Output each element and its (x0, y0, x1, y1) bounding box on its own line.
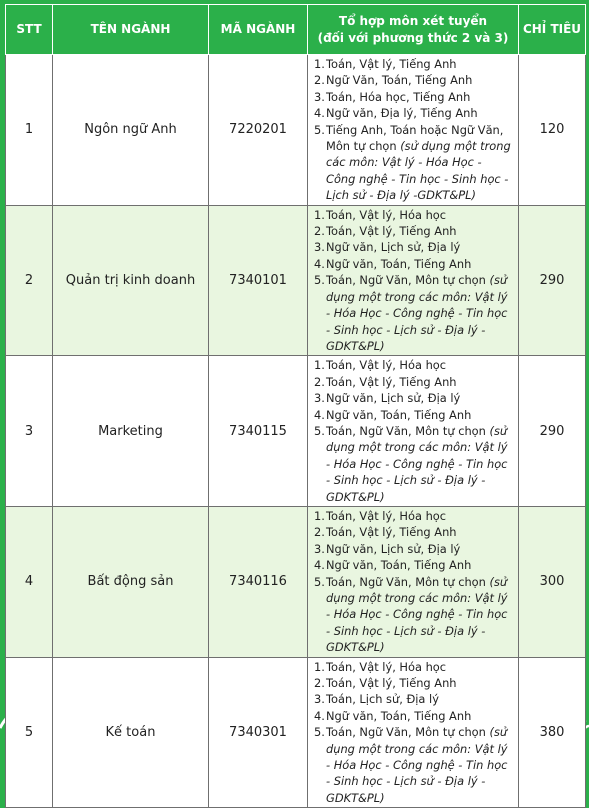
subject-combo-item (314, 691, 512, 707)
combo-number: 4. (314, 558, 325, 573)
combo-subjects: Toán, Ngữ Văn, Môn tự chọn (326, 574, 490, 589)
cell-ma-nganh: 7340115 (209, 356, 308, 507)
cell-to-hop-mon (308, 205, 519, 356)
subject-combo-item (314, 223, 512, 239)
combo-number: 5. (314, 574, 325, 589)
cell-ten-nganh: Kế toán (53, 657, 209, 808)
combo-subjects: Toán, Vật lý, Hóa học (326, 207, 447, 222)
combo-subjects: Toán, Vật lý, Tiếng Anh (326, 57, 457, 71)
subject-combo-item (314, 423, 512, 505)
cell-to-hop-mon (308, 55, 519, 206)
cell-stt: 3 (6, 356, 53, 507)
combo-number: 4. (314, 407, 325, 422)
combo-subjects: Ngữ văn, Địa lý, Tiếng Anh (326, 106, 478, 121)
combo-subjects: Ngữ văn, Lịch sử, Địa lý (326, 391, 461, 406)
combo-number: 5. (314, 725, 325, 740)
combo-number: 2. (314, 525, 325, 540)
cell-ma-nganh: 7220201 (209, 55, 308, 206)
combo-subjects: Ngữ Văn, Toán, Tiếng Anh (326, 73, 473, 88)
subject-combo-item (314, 89, 512, 105)
cell-chi-tieu: 380 (519, 657, 586, 808)
table-row (6, 506, 586, 657)
cell-ten-nganh: Ngôn ngữ Anh (53, 55, 209, 206)
cell-chi-tieu: 300 (519, 506, 586, 657)
subject-combo-item (314, 574, 512, 656)
cell-ten-nganh: Quản trị kinh doanh (53, 205, 209, 356)
subject-combo-item (314, 675, 512, 691)
combo-subjects: Toán, Ngữ Văn, Môn tự chọn (326, 725, 490, 740)
subject-combo-item (314, 72, 512, 88)
cell-ten-nganh: Marketing (53, 356, 209, 507)
combo-number: 1. (314, 508, 325, 523)
subject-combo-item (314, 239, 512, 255)
cell-stt: 5 (6, 657, 53, 808)
subject-combo-item (314, 56, 512, 72)
combo-number: 5. (314, 122, 325, 137)
subject-combo-item (314, 374, 512, 390)
subject-combo-item (314, 708, 512, 724)
cell-to-hop-mon (308, 506, 519, 657)
combo-number: 2. (314, 374, 325, 389)
cell-ten-nganh: Bất động sản (53, 506, 209, 657)
cell-ma-nganh: 7340301 (209, 657, 308, 808)
combo-subjects: Tiếng Anh, Toán hoặc Ngữ Văn, Môn tự chọn (326, 122, 504, 154)
cell-ma-nganh: 7340101 (209, 205, 308, 356)
subject-combo-item (314, 659, 512, 675)
combo-elective-note: (sử dụng một trong các môn: Vật lý - Hóa Học - Công nghệ - Tin học - Sinh học - Lịch sử - Địa lý -GDKT&PL) (326, 273, 508, 353)
subject-combo-item (314, 256, 512, 272)
combo-number: 2. (314, 224, 325, 239)
combo-elective-note: (sử dụng một trong các môn: Vật lý - Hóa Học - Công nghệ - Tin học - Sinh học - Lịch sử - Địa lý -GDKT&PL) (326, 139, 511, 203)
combo-subjects: Toán, Vật lý, Tiếng Anh (326, 374, 457, 389)
header-to-hop (308, 5, 519, 55)
header-row (6, 5, 586, 55)
combo-subjects: Toán, Vật lý, Hóa học (326, 508, 447, 523)
header-to-hop-line1: Tổ hợp môn xét tuyển (338, 13, 488, 28)
combo-number: 4. (314, 708, 325, 723)
table-row (6, 356, 586, 507)
combo-number: 2. (314, 73, 325, 88)
subject-combo-item (314, 557, 512, 573)
subject-combo-item (314, 724, 512, 806)
subject-combo-list (314, 508, 512, 656)
combo-number: 1. (314, 207, 325, 222)
cell-ma-nganh: 7340116 (209, 506, 308, 657)
table-row (6, 657, 586, 808)
combo-subjects: Toán, Vật lý, Hóa học (326, 358, 447, 373)
combo-number: 4. (314, 256, 325, 271)
header-to-hop-line2: (đối với phương thức 2 và 3) (317, 30, 509, 45)
table-row (6, 205, 586, 356)
header-stt: STT (6, 5, 53, 55)
table-body (6, 55, 586, 808)
cell-chi-tieu: 290 (519, 205, 586, 356)
combo-number: 3. (314, 89, 325, 104)
combo-subjects: Ngữ văn, Toán, Tiếng Anh (326, 708, 472, 723)
combo-elective-note: (sử dụng một trong các môn: Vật lý - Hóa Học - Công nghệ - Tin học - Sinh học - Lịch sử - Địa lý - GDKT&PL) (326, 574, 508, 655)
combo-subjects: Toán, Lịch sử, Địa lý (326, 692, 439, 707)
subject-combo-list (314, 207, 512, 355)
combo-subjects: Toán, Vật lý, Tiếng Anh (326, 224, 457, 239)
cell-stt: 2 (6, 205, 53, 356)
combo-number: 4. (314, 106, 325, 121)
subject-combo-item (314, 105, 512, 121)
subject-combo-item (314, 272, 512, 354)
combo-number: 5. (314, 423, 325, 438)
combo-subjects: Ngữ văn, Toán, Tiếng Anh (326, 407, 472, 422)
combo-elective-note: (sử dụng một trong các môn: Vật lý - Hóa Học - Công nghệ - Tin học - Sinh học - Lịch sử - Địa lý - GDKT&PL) (326, 725, 508, 805)
combo-subjects: Ngữ văn, Lịch sử, Địa lý (326, 240, 461, 255)
subject-combo-list (314, 56, 512, 204)
combo-number: 5. (314, 273, 325, 288)
combo-subjects: Ngữ văn, Toán, Tiếng Anh (326, 256, 472, 271)
combo-number: 1. (314, 659, 325, 674)
combo-subjects: Ngữ văn, Lịch sử, Địa lý (326, 541, 461, 556)
subject-combo-item (314, 357, 512, 373)
subject-combo-list (314, 357, 512, 505)
subject-combo-list (314, 659, 512, 807)
cell-stt: 4 (6, 506, 53, 657)
combo-elective-note: (sử dụng một trong các môn: Vật lý - Hóa Học - Công nghệ - Tin học - Sinh học - Lịch sử - Địa lý -GDKT&PL) (326, 423, 508, 504)
cell-chi-tieu: 290 (519, 356, 586, 507)
combo-number: 3. (314, 391, 325, 406)
combo-subjects: Toán, Vật lý, Tiếng Anh (326, 525, 457, 540)
combo-subjects: Toán, Ngữ Văn, Môn tự chọn (326, 423, 490, 438)
combo-number: 3. (314, 240, 325, 255)
combo-number: 3. (314, 692, 325, 707)
header-ma-nganh: MÃ NGÀNH (209, 5, 308, 55)
cell-stt: 1 (6, 55, 53, 206)
subject-combo-item (314, 541, 512, 557)
subject-combo-item (314, 508, 512, 524)
subject-combo-item (314, 390, 512, 406)
combo-subjects: Toán, Ngữ Văn, Môn tự chọn (326, 273, 490, 288)
combo-number: 3. (314, 541, 325, 556)
cell-to-hop-mon (308, 356, 519, 507)
subject-combo-item (314, 207, 512, 223)
combo-number: 2. (314, 676, 325, 691)
subject-combo-item (314, 407, 512, 423)
combo-number: 1. (314, 358, 325, 373)
combo-number: 1. (314, 57, 325, 71)
cell-chi-tieu: 120 (519, 55, 586, 206)
cell-to-hop-mon (308, 657, 519, 808)
combo-subjects: Toán, Vật lý, Tiếng Anh (326, 676, 457, 691)
subject-combo-item (314, 122, 512, 204)
table-row (6, 55, 586, 206)
combo-subjects: Toán, Vật lý, Hóa học (326, 659, 447, 674)
header-chi-tieu: CHỈ TIÊU (519, 5, 586, 55)
combo-subjects: Toán, Hóa học, Tiếng Anh (326, 89, 471, 104)
combo-subjects: Ngữ văn, Toán, Tiếng Anh (326, 558, 472, 573)
subject-combo-item (314, 524, 512, 540)
header-ten-nganh: TÊN NGÀNH (53, 5, 209, 55)
admission-table (5, 4, 586, 808)
